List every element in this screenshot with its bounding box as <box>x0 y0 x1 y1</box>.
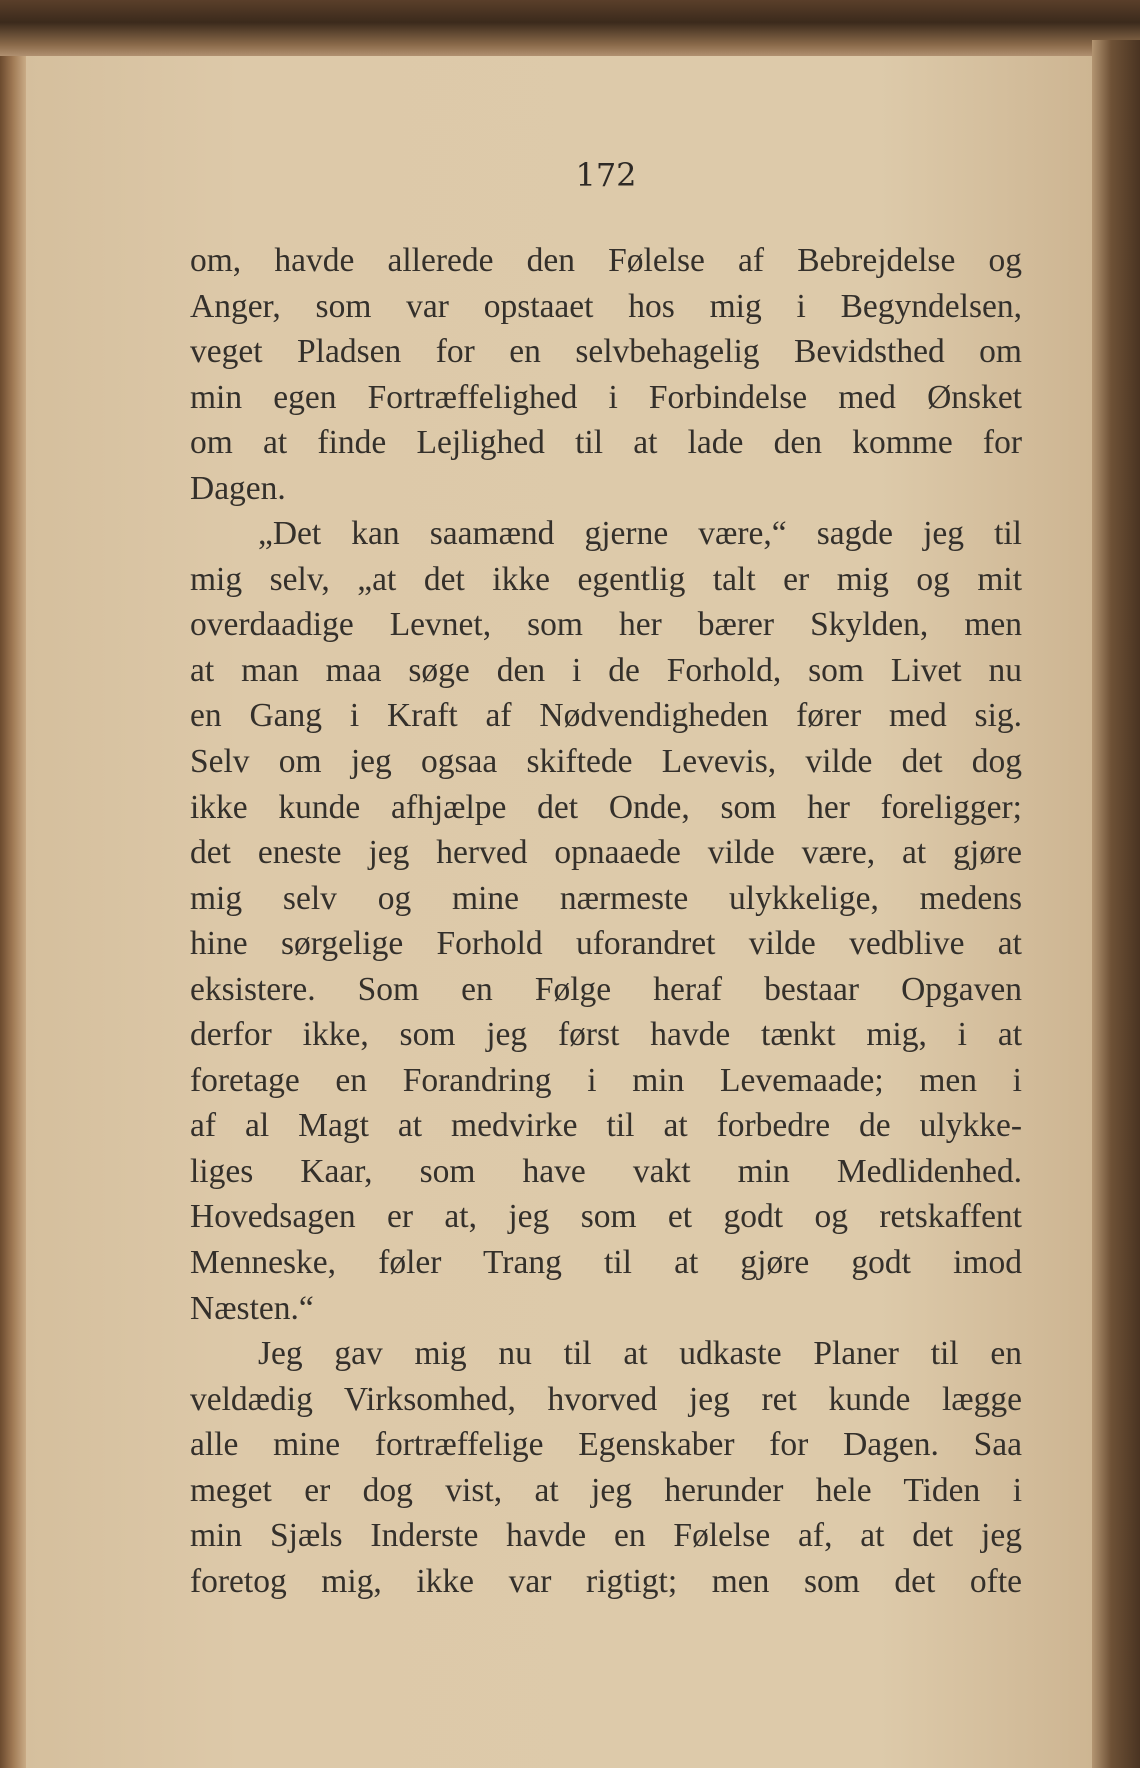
text-line: Jeg gav mig nu til at udkaste Planer til en <box>258 1335 1022 1373</box>
book-right-edge <box>1092 40 1140 1768</box>
book-top-edge <box>0 0 1140 56</box>
text-line: om at finde Lejlighed til at lade den komme for <box>190 424 1022 462</box>
page-number: 172 <box>575 156 637 194</box>
text-line: Selv om jeg ogsaa skiftede Levevis, vilde det dog <box>190 743 1022 781</box>
text-line: liges Kaar, som have vakt min Medlidenhed. <box>190 1152 1022 1190</box>
text-line: det eneste jeg herved opnaaede vilde være, at gjøre <box>190 834 1022 872</box>
text-line: at man maa søge den i de Forhold, som Livet nu <box>190 651 1022 689</box>
text-line: veget Pladsen for en selvbehagelig Bevidsthed om <box>190 333 1022 371</box>
text-line: overdaadige Levnet, som her bærer Skylden, men <box>190 606 1022 644</box>
text-line: om, havde allerede den Følelse af Bebrejdelse og <box>190 242 1022 279</box>
text-line: en Gang i Kraft af Nødvendigheden fører med sig. <box>190 697 1022 735</box>
text-line: min egen Fortræffelighed i Forbindelse med Ønsket <box>190 378 1022 416</box>
text-line: derfor ikke, som jeg først havde tænkt mig, i at <box>190 1016 1022 1054</box>
text-line: „Det kan saamænd gjerne være,“ sagde jeg til <box>258 515 1022 553</box>
text-line: Menneske, føler Trang til at gjøre godt imod <box>190 1244 1022 1282</box>
text-line: af al Magt at medvirke til at forbedre de ulykke- <box>190 1107 1022 1145</box>
text-line: veldædig Virksomhed, hvorved jeg ret kunde lægge <box>190 1380 1022 1418</box>
text-line: foretog mig, ikke var rigtigt; men som det ofte <box>190 1562 1022 1600</box>
text-line: ikke kunde afhjælpe det Onde, som her foreligger; <box>190 788 1022 826</box>
text-line: hine sørgelige Forhold uforandret vilde vedblive at <box>190 925 1022 963</box>
text-line: mig selv, „at det ikke egentlig talt er mig og mit <box>190 560 1022 598</box>
text-line: foretage en Forandring i min Levemaade; men i <box>190 1061 1022 1099</box>
text-line: Dagen. <box>190 469 286 507</box>
text-line: meget er dog vist, at jeg herunder hele Tiden i <box>190 1471 1022 1509</box>
text-line: min Sjæls Inderste havde en Følelse af, at det jeg <box>190 1517 1022 1555</box>
body-text <box>190 238 1022 1604</box>
book-left-edge <box>0 56 26 1768</box>
text-line: Hovedsagen er at, jeg som et godt og retskaffent <box>190 1198 1022 1236</box>
text-line: mig selv og mine nærmeste ulykkelige, medens <box>190 879 1022 917</box>
text-line: Anger, som var opstaaet hos mig i Begyndelsen, <box>190 287 1022 325</box>
text-line: eksistere. Som en Følge heraf bestaar Opgaven <box>190 970 1022 1008</box>
text-line: alle mine fortræffelige Egenskaber for Dagen. Saa <box>190 1426 1022 1464</box>
text-line: Næsten.“ <box>190 1289 314 1327</box>
